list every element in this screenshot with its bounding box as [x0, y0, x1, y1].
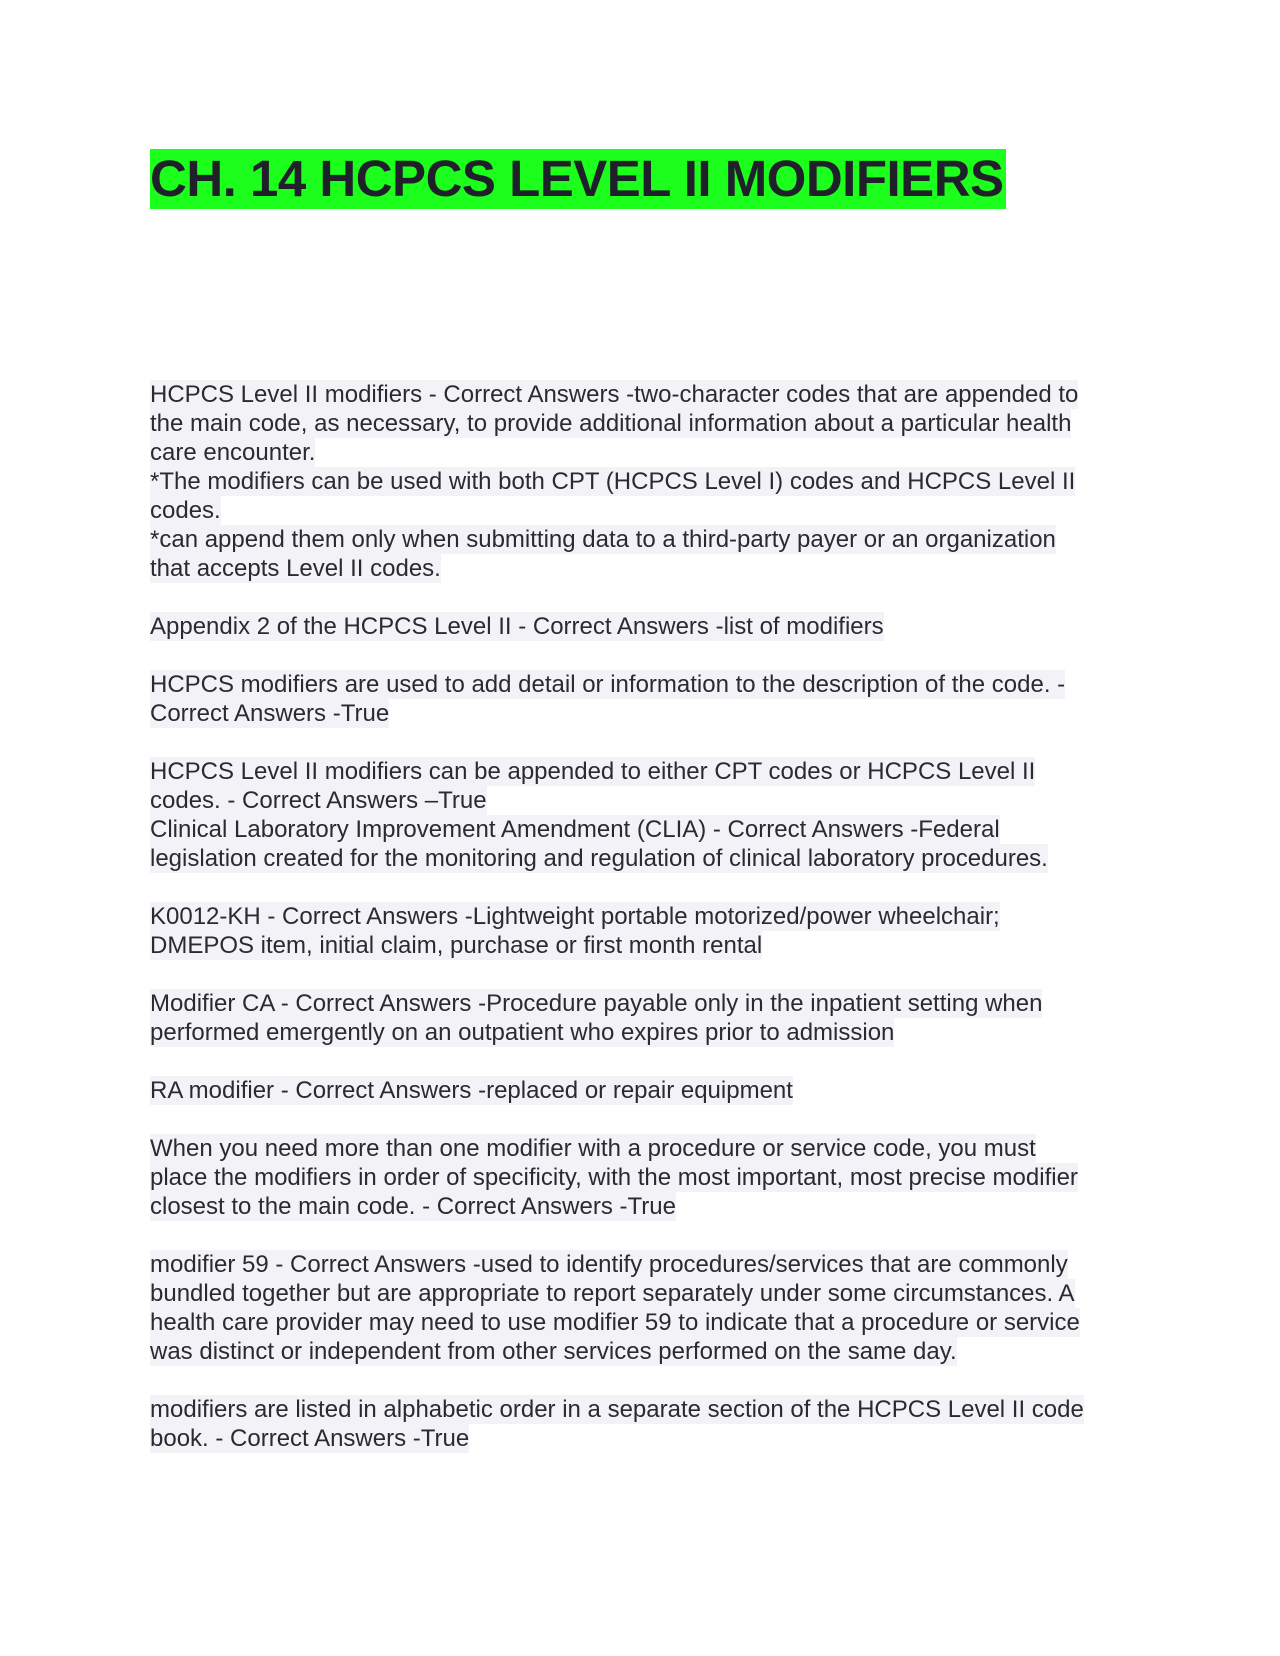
entry-line: health care provider may need to use modifier 59 to indicate that a procedure or service — [150, 1309, 1080, 1336]
entry-line: modifiers are listed in alphabetic order in a separate section of the HCPCS Level II code — [150, 1396, 1084, 1423]
entry-line: closest to the main code. - Correct Answers -True — [150, 1193, 676, 1220]
qa-entry-hcpcs-modifiers-detail — [150, 670, 1140, 728]
entry-line: codes. - Correct Answers –True — [150, 787, 487, 814]
entry-line: HCPCS modifiers are used to add detail or information to the description of the code. - — [150, 671, 1066, 698]
entry-line: modifier 59 - Correct Answers -used to identify procedures/services that are commonly — [150, 1251, 1068, 1278]
entry-line: book. - Correct Answers -True — [150, 1425, 470, 1452]
entry-line: *can append them only when submitting data to a third-party payer or an organization — [150, 526, 1056, 553]
entry-line: Clinical Laboratory Improvement Amendment (CLIA) - Correct Answers -Federal — [150, 816, 1000, 843]
qa-entry-modifier-59 — [150, 1250, 1140, 1366]
entry-line: K0012-KH - Correct Answers -Lightweight portable motorized/power wheelchair; — [150, 903, 1000, 930]
entry-line: codes. — [150, 497, 221, 524]
qa-entry-hcpcs-level-ii-modifiers — [150, 380, 1140, 583]
entry-line: that accepts Level II codes. — [150, 555, 441, 582]
qa-entry-appendix-2 — [150, 612, 1140, 641]
entry-line: performed emergently on an outpatient who expires prior to admission — [150, 1019, 895, 1046]
entry-line: Modifier CA - Correct Answers -Procedure payable only in the inpatient setting when — [150, 990, 1043, 1017]
entry-line: HCPCS Level II modifiers - Correct Answers -two-character codes that are appended to — [150, 381, 1079, 408]
document-body — [150, 380, 1140, 1482]
entry-line: the main code, as necessary, to provide additional information about a particular health — [150, 410, 1072, 437]
entry-line: When you need more than one modifier with a procedure or service code, you must — [150, 1135, 1036, 1162]
qa-entry-k0012-kh — [150, 902, 1140, 960]
qa-entry-append-cpt-or-level-ii — [150, 757, 1140, 815]
entry-line: Appendix 2 of the HCPCS Level II - Correct Answers -list of modifiers — [150, 613, 884, 640]
entry-line: *The modifiers can be used with both CPT (HCPCS Level I) codes and HCPCS Level II — [150, 468, 1076, 495]
entry-line: Correct Answers -True — [150, 700, 390, 727]
document-title: CH. 14 HCPCS LEVEL II MODIFIERS — [150, 150, 1004, 207]
entry-line: RA modifier - Correct Answers -replaced or repair equipment — [150, 1077, 793, 1104]
entry-line: DMEPOS item, initial claim, purchase or first month rental — [150, 932, 763, 959]
entry-line: was distinct or independent from other services performed on the same day. — [150, 1338, 957, 1365]
qa-entry-modifier-ca — [150, 989, 1140, 1047]
entry-line: bundled together but are appropriate to report separately under some circumstances. A — [150, 1280, 1075, 1307]
entry-line: HCPCS Level II modifiers can be appended to either CPT codes or HCPCS Level II — [150, 758, 1036, 785]
qa-entry-ra-modifier — [150, 1076, 1140, 1105]
entry-line: legislation created for the monitoring and regulation of clinical laboratory procedures. — [150, 845, 1048, 872]
qa-entry-alphabetic-order — [150, 1395, 1140, 1453]
entry-line: place the modifiers in order of specificity, with the most important, most precise modifier — [150, 1164, 1078, 1191]
qa-entry-clia — [150, 815, 1140, 873]
entry-line: care encounter. — [150, 439, 316, 466]
qa-entry-modifier-order — [150, 1134, 1140, 1221]
